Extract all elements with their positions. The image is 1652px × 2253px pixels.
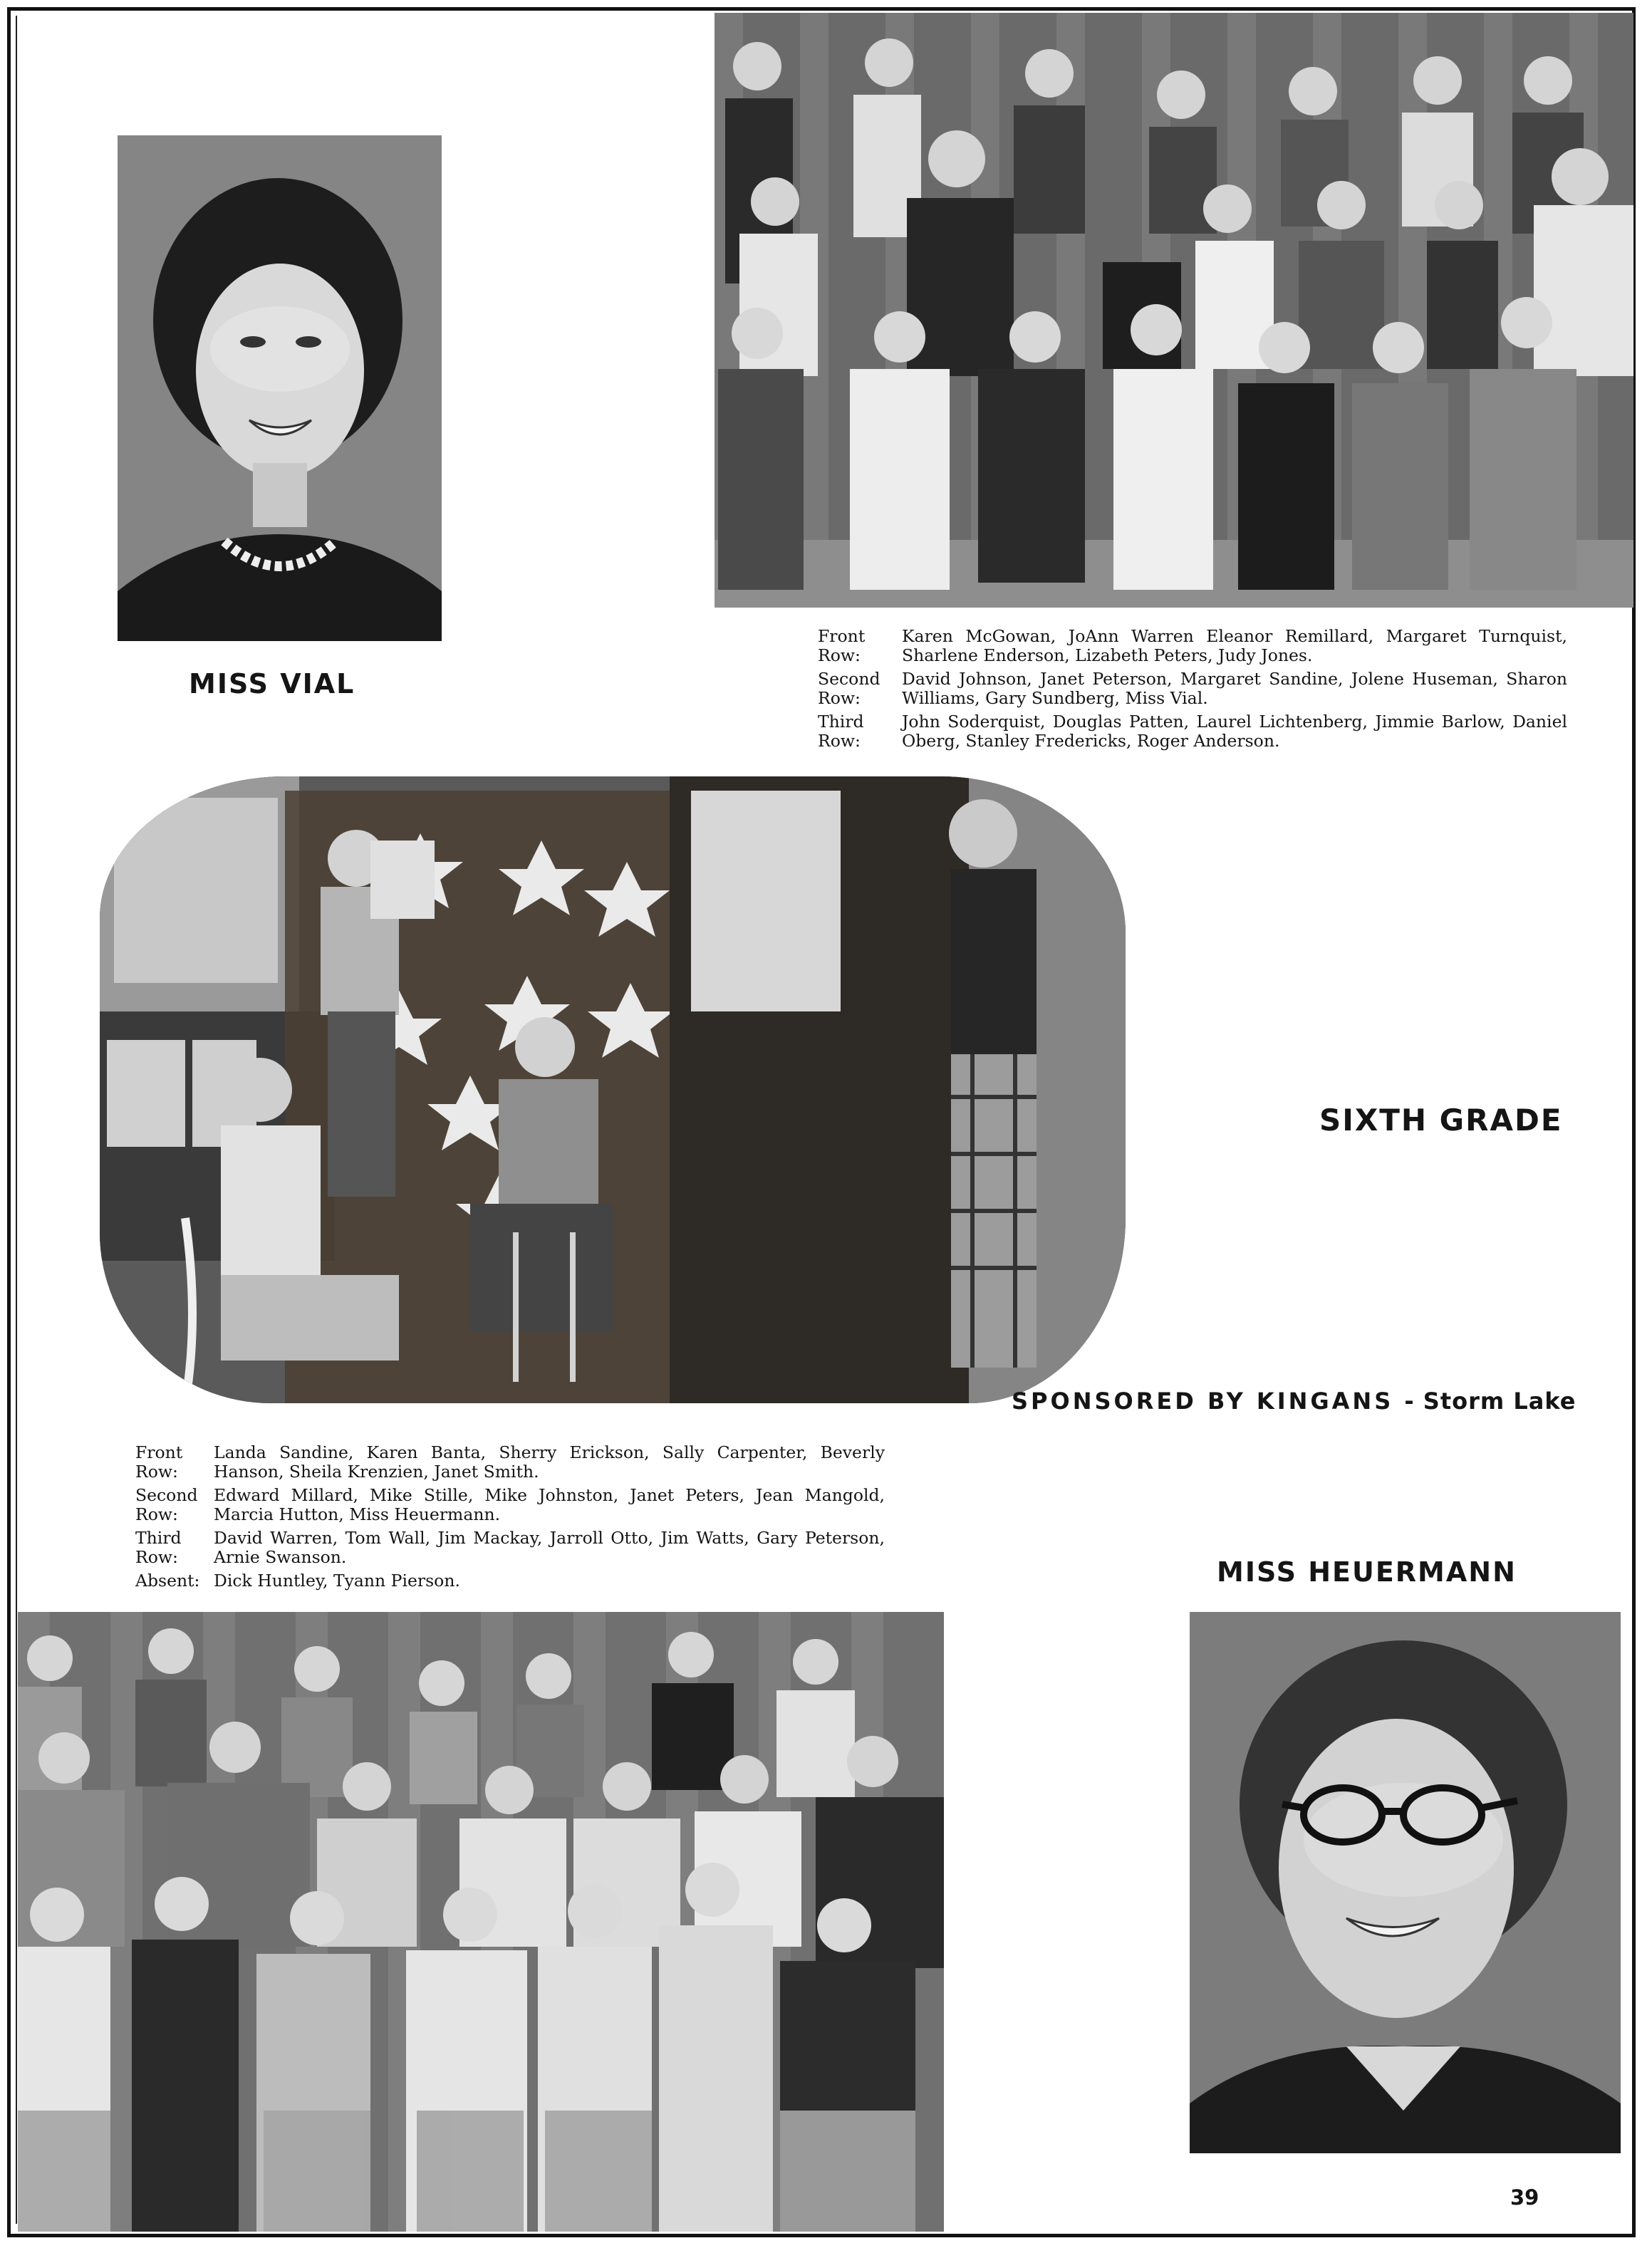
row-label: Second Row: (135, 1485, 198, 1524)
miss-heuermann-portrait (1190, 1612, 1621, 2153)
sponsor-label: SPONSORED BY KINGANS (1012, 1388, 1394, 1415)
miss-heuermann-class-caption (135, 1443, 885, 1595)
miss-vial-heading: MISS VIAL (189, 668, 355, 699)
row-names: Landa Sandine, Karen Banta, Sherry Erickson, Sally Carpenter, Beverly Hanson, Sheila Krenzien, Janet Smith. (214, 1442, 885, 1482)
sponsor-location: - Storm Lake (1404, 1388, 1576, 1415)
miss-vial-class-caption (818, 627, 1567, 755)
margin-rule (16, 16, 17, 2224)
caption-row-third (818, 712, 1567, 751)
row-label: Third Row: (818, 712, 864, 751)
row-names: John Soderquist, Douglas Patten, Laurel Lichtenberg, Jimmie Barlow, Daniel Oberg, Stanley Fredericks, Roger Anderson. (902, 712, 1567, 751)
miss-vial-class-photo (715, 13, 1633, 608)
miss-heuermann-class-photo (18, 1612, 944, 2232)
row-label: Absent: (135, 1571, 200, 1591)
caption-row-third (135, 1529, 885, 1567)
miss-vial-portrait (118, 135, 442, 641)
row-names: Edward Millard, Mike Stille, Mike Johnston, Janet Peters, Jean Mangold, Marcia Hutton, Miss Heuermann. (214, 1485, 885, 1524)
caption-row-second (135, 1486, 885, 1524)
caption-row-front (135, 1443, 885, 1482)
row-label: Second Row: (818, 669, 880, 708)
row-names: David Warren, Tom Wall, Jim Mackay, Jarroll Otto, Jim Watts, Gary Peterson, Arnie Swanson. (214, 1528, 885, 1567)
classroom-reading-photo (100, 776, 1126, 1403)
sponsor-line (1012, 1388, 1576, 1415)
row-label: Third Row: (135, 1528, 182, 1567)
caption-row-second (818, 670, 1567, 708)
row-names: David Johnson, Janet Peterson, Margaret Sandine, Jolene Huseman, Sharon Williams, Gary Sundberg, Miss Vial. (902, 669, 1567, 708)
page-number: 39 (1510, 2185, 1539, 2210)
row-label: Front Row: (135, 1442, 183, 1482)
row-names: Karen McGowan, JoAnn Warren Eleanor Remillard, Margaret Turnquist, Sharlene Enderson, Lizabeth Peters, Judy Jones. (902, 626, 1567, 665)
row-label: Front Row: (818, 626, 866, 665)
row-names: Dick Huntley, Tyann Pierson. (214, 1571, 460, 1591)
caption-row-absent (135, 1571, 885, 1591)
sixth-grade-heading: SIXTH GRADE (1319, 1103, 1563, 1138)
caption-row-front (818, 627, 1567, 665)
miss-heuermann-heading: MISS HEUERMANN (1217, 1556, 1517, 1588)
